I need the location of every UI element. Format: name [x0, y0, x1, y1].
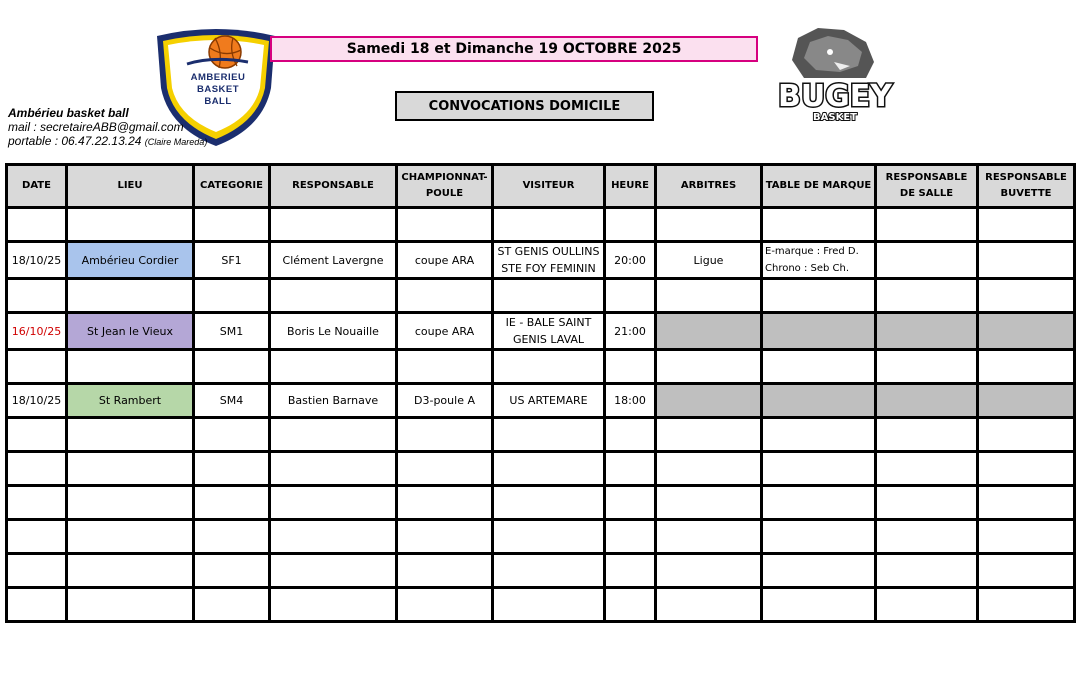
cell-resp-buvette[interactable] [978, 242, 1075, 279]
cell[interactable] [67, 418, 194, 452]
cell[interactable] [7, 418, 67, 452]
cell[interactable] [270, 554, 397, 588]
cell[interactable] [656, 554, 762, 588]
cell[interactable] [656, 520, 762, 554]
cell[interactable] [876, 279, 978, 313]
cell[interactable] [493, 486, 605, 520]
cell[interactable] [656, 452, 762, 486]
cell[interactable] [67, 452, 194, 486]
cell-visiteur[interactable]: US ARTEMARE [493, 384, 605, 418]
cell[interactable] [7, 279, 67, 313]
col-responsable: RESPONSABLE [270, 165, 397, 208]
cell[interactable] [67, 588, 194, 622]
cell[interactable] [762, 588, 876, 622]
cell[interactable] [978, 520, 1075, 554]
cell-table-marque[interactable] [762, 384, 876, 418]
cell[interactable] [397, 279, 493, 313]
cell[interactable] [656, 486, 762, 520]
bugey-logo-word: BUGEY [777, 79, 893, 114]
cell[interactable] [270, 418, 397, 452]
cell-table-marque[interactable]: E-marque : Fred D. Chrono : Seb Ch. [762, 242, 876, 279]
col-arbitres: ARBITRES [656, 165, 762, 208]
col-heure: HEURE [605, 165, 656, 208]
col-table-marque: TABLE DE MARQUE [762, 165, 876, 208]
cell-lieu[interactable]: St Jean le Vieux [67, 313, 194, 350]
cell[interactable] [876, 418, 978, 452]
cell-date[interactable]: 18/10/25 [7, 242, 67, 279]
cell[interactable] [605, 350, 656, 384]
cell-resp-buvette[interactable] [978, 313, 1075, 350]
cell-arbitres[interactable] [656, 313, 762, 350]
cell[interactable] [876, 588, 978, 622]
table-row [7, 208, 1075, 242]
cell[interactable] [605, 588, 656, 622]
cell-visiteur[interactable]: IE - BALE SAINT GENIS LAVAL [493, 313, 605, 350]
cell[interactable] [194, 588, 270, 622]
cell[interactable] [876, 208, 978, 242]
cell[interactable] [67, 208, 194, 242]
cell-championnat[interactable]: coupe ARA [397, 313, 493, 350]
cell-visiteur[interactable]: ST GENIS OULLINS STE FOY FEMININ [493, 242, 605, 279]
cell[interactable] [978, 452, 1075, 486]
col-championnat: CHAMPIONNAT-POULE [397, 165, 493, 208]
cell[interactable] [270, 350, 397, 384]
cell[interactable] [194, 350, 270, 384]
cell[interactable] [876, 554, 978, 588]
cell-date[interactable]: 18/10/25 [7, 384, 67, 418]
cell[interactable] [7, 588, 67, 622]
cell-resp-salle[interactable] [876, 384, 978, 418]
cell[interactable] [656, 208, 762, 242]
cell[interactable] [493, 279, 605, 313]
cell[interactable] [876, 486, 978, 520]
cell-heure[interactable]: 20:00 [605, 242, 656, 279]
cell-responsable[interactable]: Bastien Barnave [270, 384, 397, 418]
cell-resp-buvette[interactable] [978, 384, 1075, 418]
col-date: DATE [7, 165, 67, 208]
cell[interactable] [605, 279, 656, 313]
logo-line-2: BASKET [196, 84, 240, 95]
cell[interactable] [605, 486, 656, 520]
date-banner: Samedi 18 et Dimanche 19 OCTOBRE 2025 [270, 36, 758, 62]
cell[interactable] [7, 350, 67, 384]
cell[interactable] [605, 418, 656, 452]
cell[interactable] [397, 350, 493, 384]
cell-heure[interactable]: 21:00 [605, 313, 656, 350]
cell[interactable] [762, 418, 876, 452]
cell[interactable] [978, 486, 1075, 520]
cell[interactable] [876, 520, 978, 554]
cell[interactable] [493, 350, 605, 384]
club-info [8, 106, 207, 149]
cell[interactable] [762, 279, 876, 313]
cell[interactable] [493, 452, 605, 486]
cell[interactable] [194, 208, 270, 242]
cell[interactable] [67, 520, 194, 554]
cell[interactable] [270, 486, 397, 520]
cell[interactable] [194, 520, 270, 554]
cell-lieu[interactable]: St Rambert [67, 384, 194, 418]
cell[interactable] [67, 279, 194, 313]
cell[interactable] [397, 520, 493, 554]
cell[interactable] [7, 554, 67, 588]
cell-arbitres[interactable] [656, 384, 762, 418]
cell[interactable] [67, 350, 194, 384]
amberieu-logo-text [175, 72, 261, 108]
cell[interactable] [762, 452, 876, 486]
cell[interactable] [605, 520, 656, 554]
cell[interactable] [978, 418, 1075, 452]
table-row [7, 279, 1075, 313]
table-row [7, 384, 1075, 418]
table-row [7, 554, 1075, 588]
bugey-wolf-icon [770, 26, 900, 126]
cell[interactable] [876, 452, 978, 486]
cell[interactable] [493, 208, 605, 242]
page-title: CONVOCATIONS DOMICILE [395, 91, 654, 121]
cell[interactable] [397, 486, 493, 520]
cell[interactable] [978, 588, 1075, 622]
cell[interactable] [270, 279, 397, 313]
cell[interactable] [605, 452, 656, 486]
bugey-logo-sub: BASKET [813, 112, 857, 123]
cell[interactable] [270, 588, 397, 622]
cell-heure[interactable]: 18:00 [605, 384, 656, 418]
cell-championnat[interactable]: D3-poule A [397, 384, 493, 418]
club-phone-contact: (Claire Mareda) [144, 137, 208, 147]
cell-championnat[interactable]: coupe ARA [397, 242, 493, 279]
cell[interactable] [605, 208, 656, 242]
table-row [7, 452, 1075, 486]
cell[interactable] [194, 418, 270, 452]
cell[interactable] [194, 279, 270, 313]
club-name: Ambérieu basket ball [8, 106, 129, 120]
cell[interactable] [493, 520, 605, 554]
cell-categorie[interactable]: SM4 [194, 384, 270, 418]
cell-responsable[interactable]: Clément Lavergne [270, 242, 397, 279]
cell[interactable] [270, 208, 397, 242]
cell[interactable] [656, 279, 762, 313]
cell[interactable] [7, 486, 67, 520]
col-visiteur: VISITEUR [493, 165, 605, 208]
cell-categorie[interactable]: SF1 [194, 242, 270, 279]
cell[interactable] [762, 554, 876, 588]
table-row [7, 486, 1075, 520]
cell[interactable] [7, 520, 67, 554]
table-row [7, 242, 1075, 279]
cell[interactable] [493, 554, 605, 588]
table-row [7, 588, 1075, 622]
club-phone: portable : 06.47.22.13.24 [8, 134, 142, 148]
cell[interactable] [270, 520, 397, 554]
cell[interactable] [7, 208, 67, 242]
club-mail: mail : secretaireABB@gmail.com [8, 120, 184, 134]
cell-responsable[interactable]: Boris Le Nouaille [270, 313, 397, 350]
cell[interactable] [270, 452, 397, 486]
cell[interactable] [605, 554, 656, 588]
table-row [7, 313, 1075, 350]
cell-resp-salle[interactable] [876, 242, 978, 279]
cell[interactable] [67, 554, 194, 588]
table-row [7, 520, 1075, 554]
cell[interactable] [397, 588, 493, 622]
cell[interactable] [978, 279, 1075, 313]
table-row [7, 418, 1075, 452]
cell[interactable] [493, 418, 605, 452]
cell-table-marque[interactable] [762, 313, 876, 350]
cell[interactable] [397, 208, 493, 242]
cell[interactable] [978, 208, 1075, 242]
col-lieu: LIEU [67, 165, 194, 208]
cell[interactable] [762, 486, 876, 520]
cell[interactable] [194, 554, 270, 588]
cell[interactable] [7, 452, 67, 486]
cell-lieu[interactable]: Ambérieu Cordier [67, 242, 194, 279]
cell[interactable] [194, 452, 270, 486]
cell[interactable] [656, 588, 762, 622]
cell[interactable] [978, 350, 1075, 384]
cell-resp-salle[interactable] [876, 313, 978, 350]
cell[interactable] [876, 350, 978, 384]
table-header-row [7, 165, 1075, 208]
bugey-logo [770, 26, 900, 126]
col-resp-salle: RESPONSABLE DE SALLE [876, 165, 978, 208]
cell[interactable] [762, 350, 876, 384]
convocations-table [5, 163, 1076, 623]
col-categorie: CATEGORIE [194, 165, 270, 208]
cell[interactable] [493, 588, 605, 622]
table-row [7, 350, 1075, 384]
cell[interactable] [978, 554, 1075, 588]
logo-line-1: AMBERIEU [190, 72, 246, 83]
cell[interactable] [397, 554, 493, 588]
cell-date[interactable]: 16/10/25 [7, 313, 67, 350]
logo-line-3: BALL [204, 96, 232, 107]
cell[interactable] [67, 486, 194, 520]
cell[interactable] [762, 208, 876, 242]
col-resp-buvette: RESPONSABLE BUVETTE [978, 165, 1075, 208]
cell[interactable] [656, 418, 762, 452]
cell[interactable] [656, 350, 762, 384]
cell-arbitres[interactable]: Ligue [656, 242, 762, 279]
cell[interactable] [762, 520, 876, 554]
cell[interactable] [397, 452, 493, 486]
cell[interactable] [397, 418, 493, 452]
cell[interactable] [194, 486, 270, 520]
cell-categorie[interactable]: SM1 [194, 313, 270, 350]
